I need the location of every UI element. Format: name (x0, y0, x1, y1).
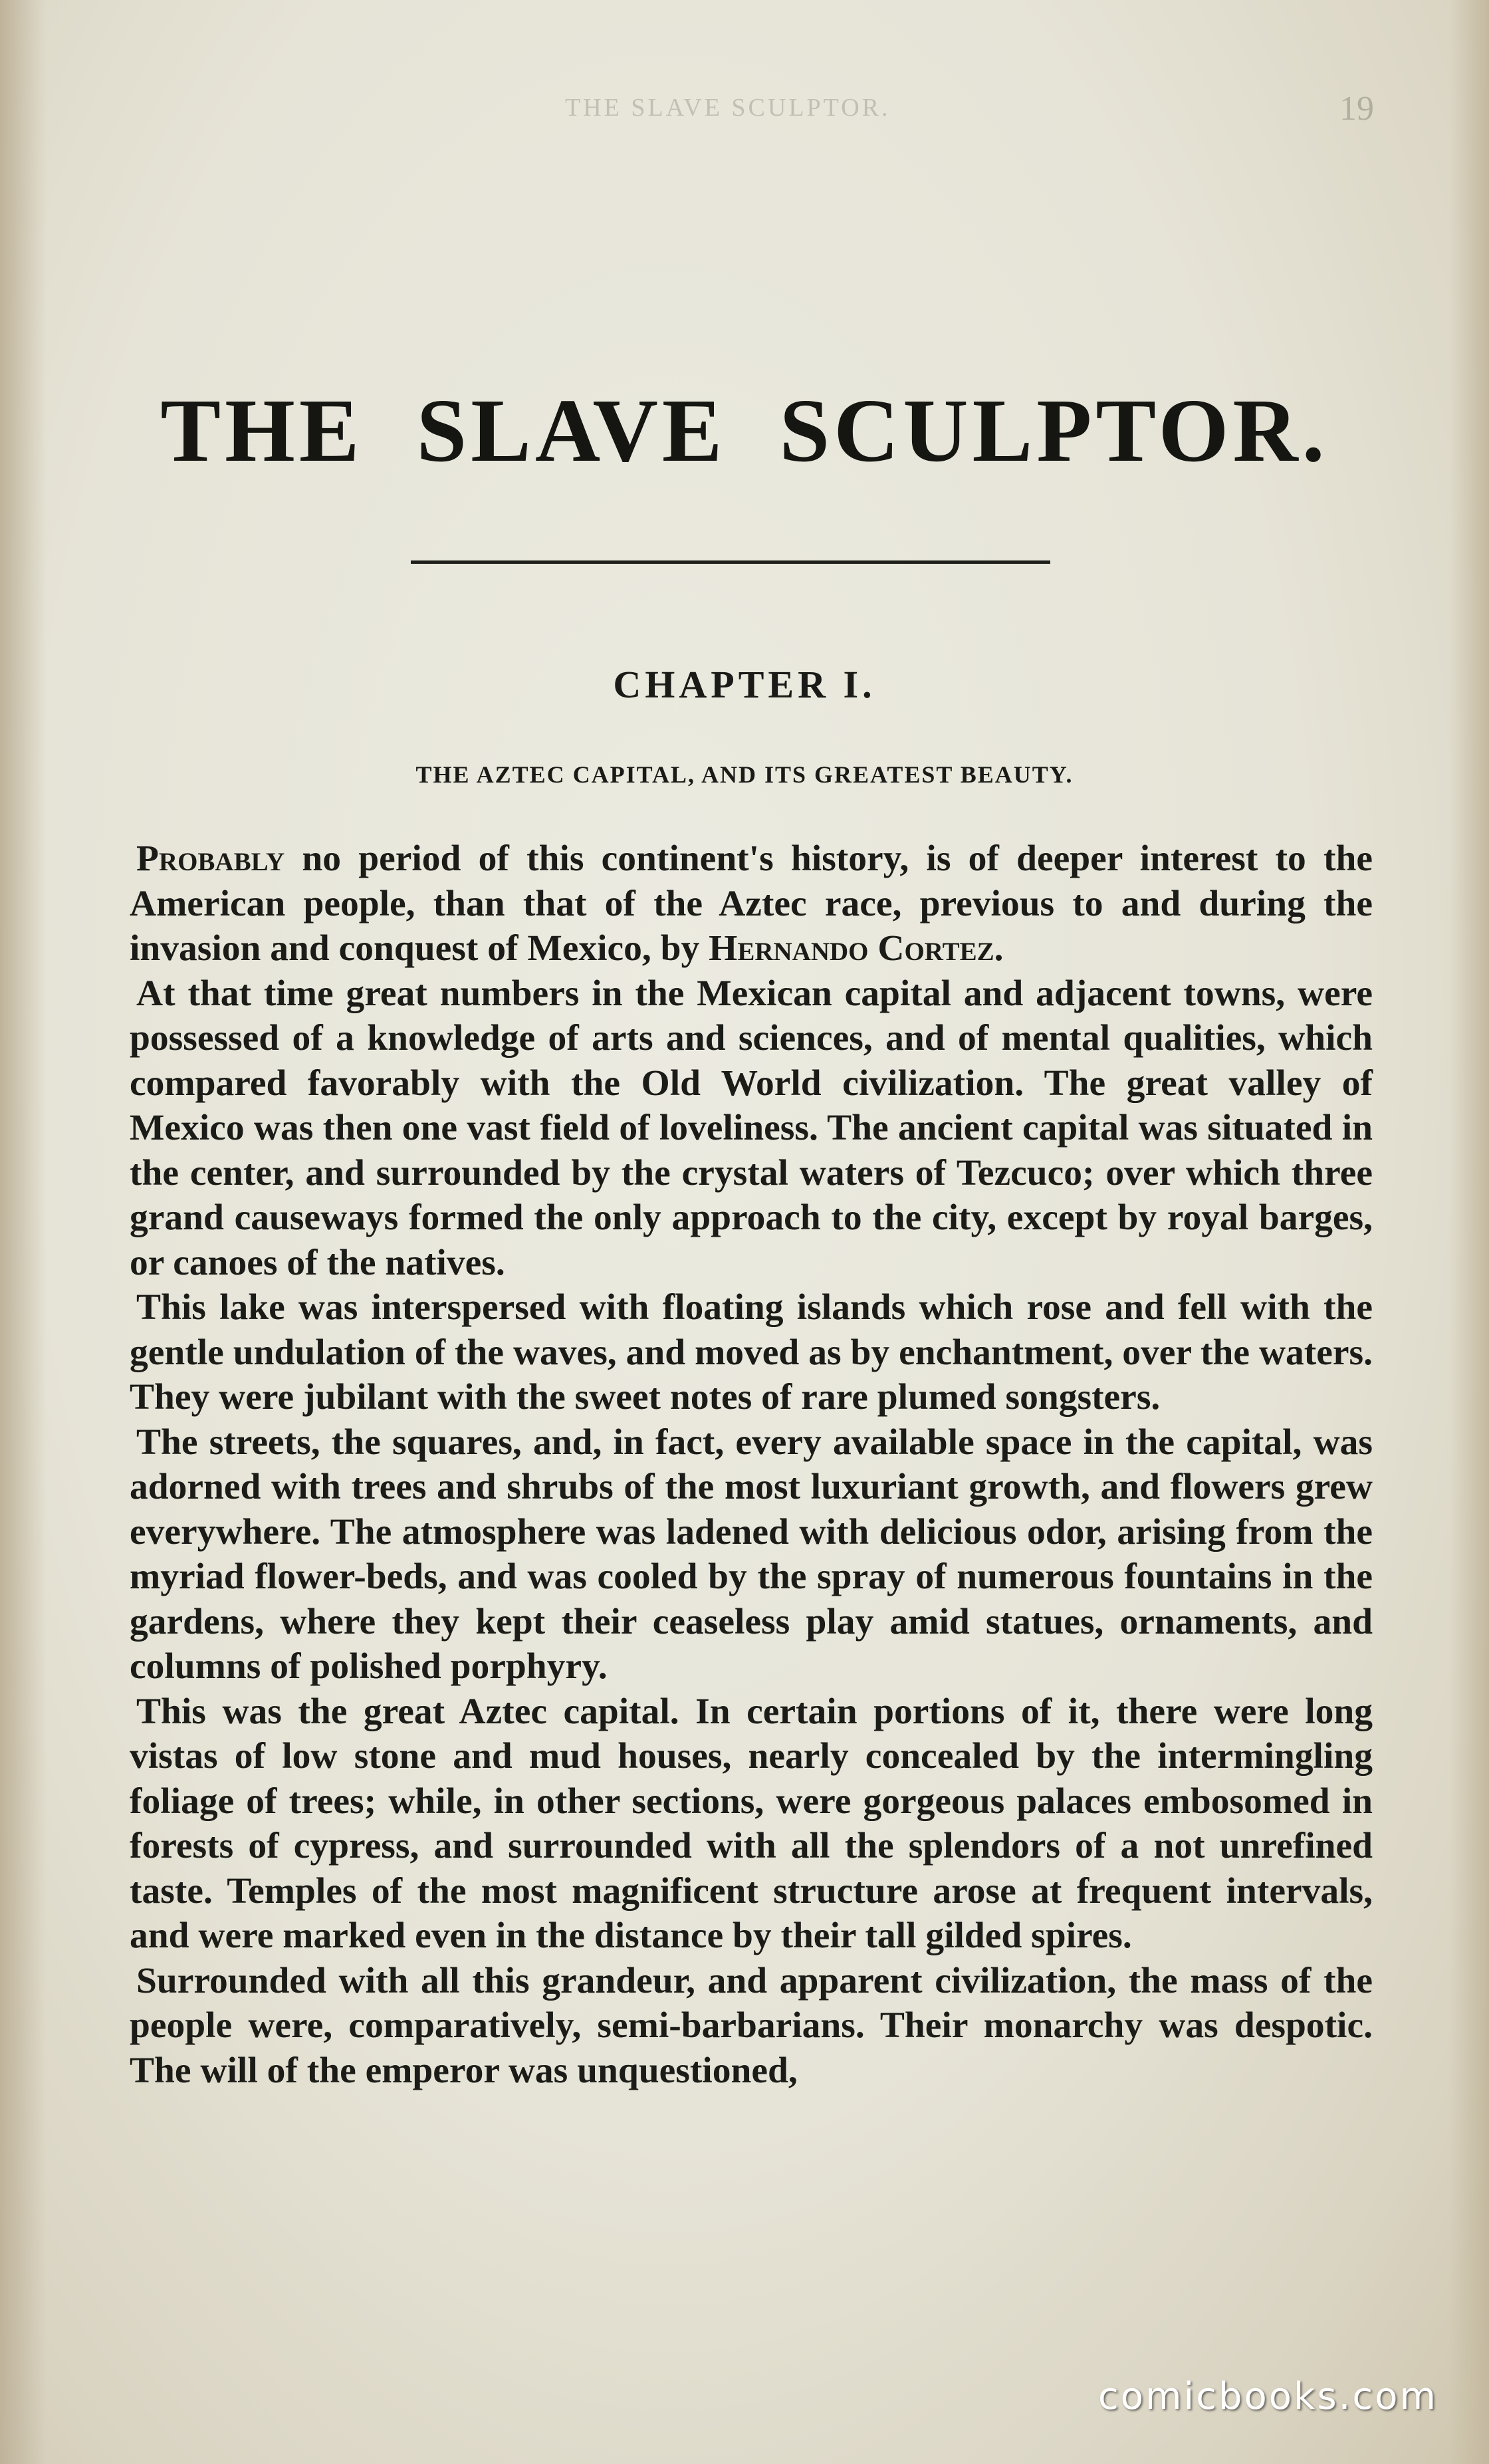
paragraph-1-lead-word: Probably (136, 838, 285, 879)
paragraph-1-name: Hernando Cortez (709, 928, 994, 969)
paragraph-5: This was the great Aztec capital. In certain portions of it, there were long vistas of low stone and mud houses, nearly concealed by the intermingling foliage of trees; while, in other sections, were gorgeous palaces embosomed in forests of cypress, and surrounded with all the splendors of a not unrefined taste. Temples of the most magnificent structure arose at frequent intervals, and were marked even in the distance by their tall gilded spires. (130, 1691, 1373, 1956)
chapter-subtitle: THE AZTEC CAPITAL, AND ITS GREATEST BEAUTY. (415, 761, 1074, 788)
bleed-through-running-head: THE SLAVE SCULPTOR. (565, 94, 891, 122)
paragraph-1-text: no period of this continent's history, is of deeper interest to the American people, than that of the Aztec race, previous to and during the invasion and conquest of Mexico, by (130, 838, 1373, 969)
paragraph-3: This lake was interspersed with floating islands which rose and fell with the gentle undulation of the waves, and moved as by enchantment, over the waters. They were jubilant with the sweet notes of rare plumed songsters. (130, 1287, 1373, 1417)
title-rule (411, 560, 1050, 564)
body-text (130, 836, 1373, 2093)
watermark: comicbooks.com (1098, 2375, 1438, 2418)
chapter-heading: CHAPTER I. (613, 663, 876, 706)
page-edge-shadow-right (1449, 0, 1489, 2464)
paragraph-1-end: . (994, 928, 1004, 969)
paragraph-1 (130, 836, 1373, 971)
bleed-through-page-number: 19 (1339, 90, 1374, 128)
page-edge-shadow-left (0, 0, 47, 2464)
paragraph-6: Surrounded with all this grandeur, and apparent civilization, the mass of the people were, comparatively, semi-barbarians. Their monarchy was despotic. The will of the emperor was unquestioned, (130, 1960, 1373, 2091)
paragraph-2: At that time great numbers in the Mexican capital and adjacent towns, were possessed of a knowledge of arts and sciences, and of mental qualities, which compared favorably with the Old World civilization. The great valley of Mexico was then one vast field of loveliness. The ancient capital was situated in the center, and surrounded by the crystal waters of Tezcuco; over which three grand causeways formed the only approach to the city, except by royal barges, or canoes of the natives. (130, 973, 1373, 1283)
book-title: THE SLAVE SCULPTOR. (160, 381, 1329, 481)
paragraph-4: The streets, the squares, and, in fact, every available space in the capital, was adorned with trees and shrubs of the most luxuriant growth, and flowers grew everywhere. The atmosphere was ladened with delicious odor, arising from the myriad flower-beds, and was cooled by the spray of numerous fountains in the gardens, where they kept their ceaseless play amid statues, ornaments, and columns of polished porphyry. (130, 1421, 1373, 1687)
